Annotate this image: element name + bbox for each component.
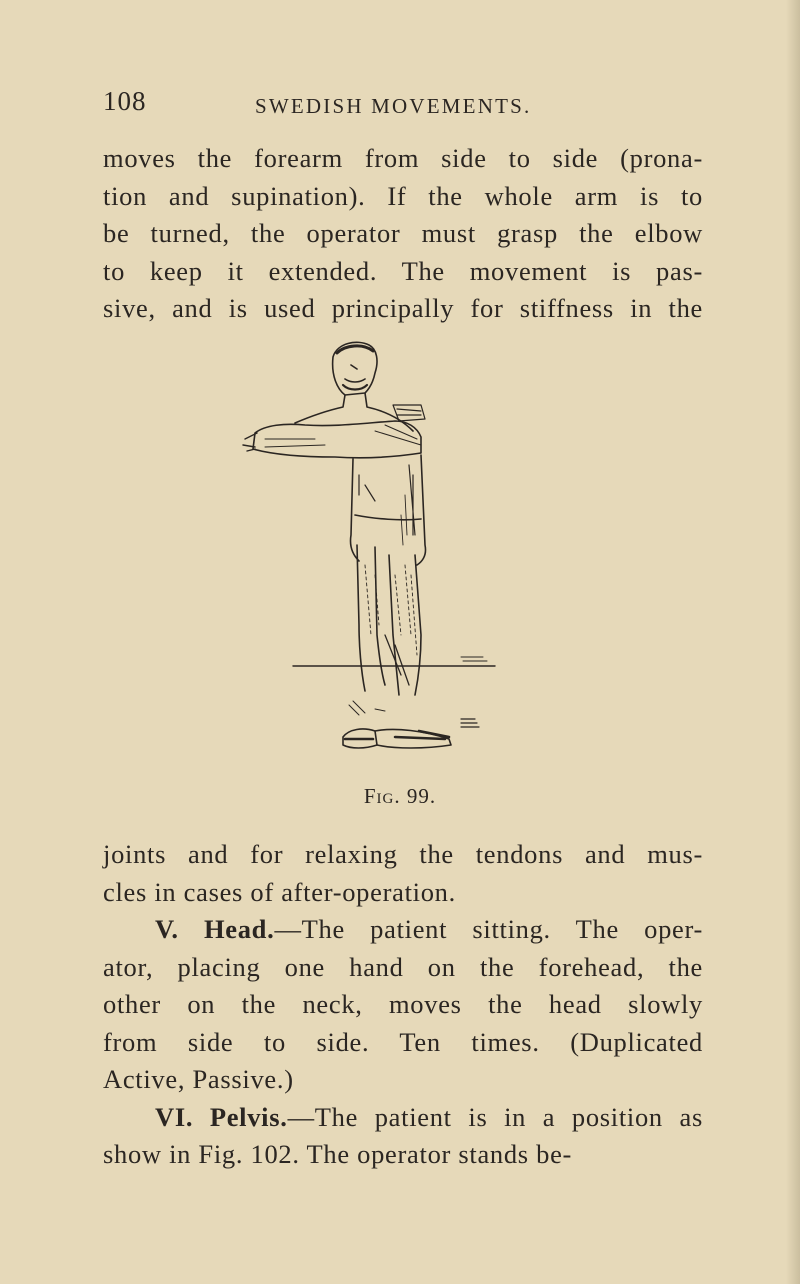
text-block-bottom: [103, 836, 703, 1174]
section-label-pelvis: VI. Pelvis.: [155, 1101, 288, 1132]
figure-torso: [350, 455, 425, 565]
text-line: Active, Passive.): [103, 1064, 294, 1094]
text-line: sive, and is used principally for stiffness in the: [103, 293, 703, 323]
text-span: —The patient sitting. The oper-: [274, 914, 704, 944]
text-line: joints and for relaxing the tendons and mus-: [103, 839, 703, 869]
page-header: [103, 86, 703, 126]
text-line: other on the neck, moves the head slowly: [103, 989, 703, 1019]
text-line: from side to side. Ten times. (Duplicated: [103, 1026, 703, 1057]
running-head: SWEDISH MOVEMENTS.: [255, 94, 532, 118]
page-edge-shadow: [786, 0, 800, 1284]
text-span: —The patient is in a position as: [287, 1101, 703, 1132]
figure-caption: [0, 784, 800, 809]
text-line: moves the forearm from side to side (prona-: [103, 143, 703, 173]
caption-number: 99.: [406, 784, 437, 808]
section-label-head: V. Head.: [155, 914, 275, 944]
figure-legs: [357, 545, 421, 695]
text-line: show in Fig. 102. The operator stands be-: [103, 1139, 573, 1169]
text-block-top: [103, 140, 703, 328]
page-number: 108: [103, 86, 147, 116]
text-line: [103, 1099, 703, 1137]
text-line: to keep it extended. The movement is pas-: [103, 255, 703, 286]
caption-prefix: Fig.: [363, 784, 401, 808]
text-line: ator, placing one hand on the forehead, the: [103, 951, 703, 982]
text-line: tion and supination). If the whole arm is to: [103, 180, 703, 211]
text-line: be turned, the operator must grasp the elbow: [103, 218, 703, 248]
text-line: [103, 911, 703, 949]
figure-illustration: [225, 335, 505, 765]
text-line: cles in cases of after-operation.: [103, 876, 456, 907]
